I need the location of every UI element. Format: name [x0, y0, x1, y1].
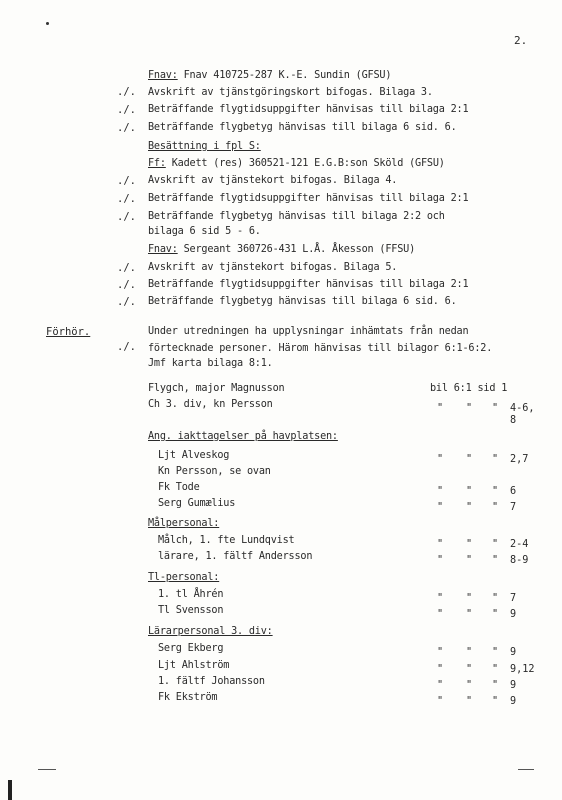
- witness-name: 1. fältf Johansson: [158, 676, 265, 687]
- forhor-label: Förhör.: [46, 326, 91, 338]
- section-3-line-1: Avskrift av tjänstekort bifogas. Bilaga 5.: [148, 262, 398, 273]
- ditto-mark: ": [492, 454, 499, 465]
- page-reference: 2,7: [510, 454, 529, 465]
- section-1-header: Fnav: Fnav 410725-287 K.-E. Sundin (GFSU): [148, 70, 392, 81]
- witness-name: Ljt Ahlström: [158, 660, 230, 671]
- footer-rule-right: [518, 769, 534, 770]
- ditto-mark: ": [437, 664, 444, 675]
- section-3-mark-2: ./.: [117, 279, 136, 291]
- ditto-mark: ": [466, 664, 473, 675]
- section-2-mark-2: ./.: [117, 193, 136, 205]
- ditto-mark: ": [437, 555, 444, 566]
- ditto-mark: ": [437, 696, 444, 707]
- ditto-mark: ": [492, 593, 499, 604]
- section-1-line-1: Avskrift av tjänstgöringskort bifogas. Bilaga 3.: [148, 87, 433, 98]
- ditto-mark: ": [466, 502, 473, 513]
- ditto-mark: ": [437, 403, 444, 414]
- ditto-mark: ": [492, 539, 499, 550]
- ditto-mark: ": [492, 664, 499, 675]
- page-reference: 4-6,: [510, 403, 535, 414]
- ditto-mark: ": [492, 647, 499, 658]
- page-reference: 9: [510, 696, 517, 707]
- page-reference-continued: 8: [510, 415, 517, 426]
- witness-name: lärare, 1. fältf Andersson: [158, 551, 313, 562]
- witness-name: Fk Ekström: [158, 692, 218, 703]
- section-2-line-3: Beträffande flygbetyg hänvisas till bilaga 2:2 och: [148, 211, 445, 222]
- witness-name: Serg Ekberg: [158, 643, 224, 654]
- ditto-mark: ": [492, 680, 499, 691]
- ditto-mark: ": [437, 609, 444, 620]
- ditto-mark: ": [437, 680, 444, 691]
- witness-name: Målch, 1. fte Lundqvist: [158, 535, 295, 546]
- ditto-mark: ": [437, 593, 444, 604]
- section-1-mark-1: ./.: [117, 86, 136, 98]
- ditto-mark: ": [492, 555, 499, 566]
- witness-group-heading: Målpersonal:: [148, 518, 220, 529]
- ditto-mark: ": [437, 539, 444, 550]
- ditto-mark: ": [492, 502, 499, 513]
- ditto-mark: ": [492, 403, 499, 414]
- section-2-header: Ff: Kadett (res) 360521-121 E.G.B:son Sköld (GFSU): [148, 158, 445, 169]
- witness-name: Kn Persson, se ovan: [158, 466, 271, 477]
- ditto-mark: ": [466, 403, 473, 414]
- scan-edge-mark: [8, 780, 12, 800]
- witness-name: Flygch, major Magnusson: [148, 383, 285, 394]
- section-3-line-2: Beträffande flygtidsuppgifter hänvisas till bilaga 2:1: [148, 279, 469, 290]
- ditto-mark: ": [466, 647, 473, 658]
- section-2-mark-1: ./.: [117, 175, 136, 187]
- witness-name: Ljt Alveskog: [158, 450, 230, 461]
- section-1-mark-3: ./.: [117, 122, 136, 134]
- page-reference: 6: [510, 486, 517, 497]
- forhor-intro-2: förtecknade personer. Härom hänvisas till bilagor 6:1-6:2.: [148, 343, 493, 354]
- forhor-intro-1: Under utredningen ha upplysningar inhämtats från nedan: [148, 326, 469, 337]
- ditto-mark: ": [466, 609, 473, 620]
- page-reference: 7: [510, 593, 517, 604]
- section-3-mark-3: ./.: [117, 296, 136, 308]
- ditto-mark: ": [466, 680, 473, 691]
- page-reference: 8-9: [510, 555, 529, 566]
- ditto-mark: ": [492, 609, 499, 620]
- ditto-mark: ": [466, 486, 473, 497]
- crew-title: Besättning i fpl S:: [148, 141, 261, 152]
- page-reference: 9: [510, 647, 517, 658]
- witness-name: Fk Tode: [158, 482, 200, 493]
- forhor-mark: ./.: [117, 341, 136, 353]
- ditto-mark: ": [466, 696, 473, 707]
- page-reference: 9: [510, 609, 517, 620]
- section-2-line-1: Avskrift av tjänstekort bifogas. Bilaga 4.: [148, 175, 398, 186]
- section-3-header: Fnav: Sergeant 360726-431 L.Å. Åkesson (FFSU): [148, 244, 416, 255]
- section-1-mark-2: ./.: [117, 104, 136, 116]
- section-1-line-2: Beträffande flygtidsuppgifter hänvisas till bilaga 2:1: [148, 104, 469, 115]
- section-2-line-2: Beträffande flygtidsuppgifter hänvisas till bilaga 2:1: [148, 193, 469, 204]
- witness-group-heading: Tl-personal:: [148, 572, 220, 583]
- page-number: 2.: [514, 34, 528, 47]
- section-2-mark-3: ./.: [117, 211, 136, 223]
- section-1-line-3: Beträffande flygbetyg hänvisas till bilaga 6 sid. 6.: [148, 122, 457, 133]
- footer-rule-left: [38, 769, 56, 770]
- ditto-mark: ": [437, 486, 444, 497]
- ditto-mark: ": [466, 539, 473, 550]
- ditto-mark: ": [466, 555, 473, 566]
- ditto-mark: ": [437, 454, 444, 465]
- page-reference: 9: [510, 680, 517, 691]
- column-header: bil 6:1 sid 1: [430, 383, 508, 394]
- witness-group-heading: Ang. iakttagelser på havplatsen:: [148, 431, 338, 442]
- forhor-intro-3: Jmf karta bilaga 8:1.: [148, 358, 273, 369]
- ditto-mark: ": [466, 593, 473, 604]
- ditto-mark: ": [466, 454, 473, 465]
- paper-speck: [46, 22, 49, 25]
- page-reference: 7: [510, 502, 517, 513]
- page-reference: 9,12: [510, 664, 535, 675]
- page-reference: 2-4: [510, 539, 529, 550]
- section-3-mark-1: ./.: [117, 262, 136, 274]
- witness-group-heading: Lärarpersonal 3. div:: [148, 626, 273, 637]
- ditto-mark: ": [437, 502, 444, 513]
- ditto-mark: ": [492, 486, 499, 497]
- witness-name: Ch 3. div, kn Persson: [148, 399, 273, 410]
- ditto-mark: ": [437, 647, 444, 658]
- section-3-line-3: Beträffande flygbetyg hänvisas till bilaga 6 sid. 6.: [148, 296, 457, 307]
- ditto-mark: ": [492, 696, 499, 707]
- section-2-line-4: bilaga 6 sid 5 - 6.: [148, 226, 261, 237]
- witness-name: Serg Gumælius: [158, 498, 236, 509]
- witness-name: 1. tl Åhrén: [158, 589, 224, 600]
- witness-name: Tl Svensson: [158, 605, 224, 616]
